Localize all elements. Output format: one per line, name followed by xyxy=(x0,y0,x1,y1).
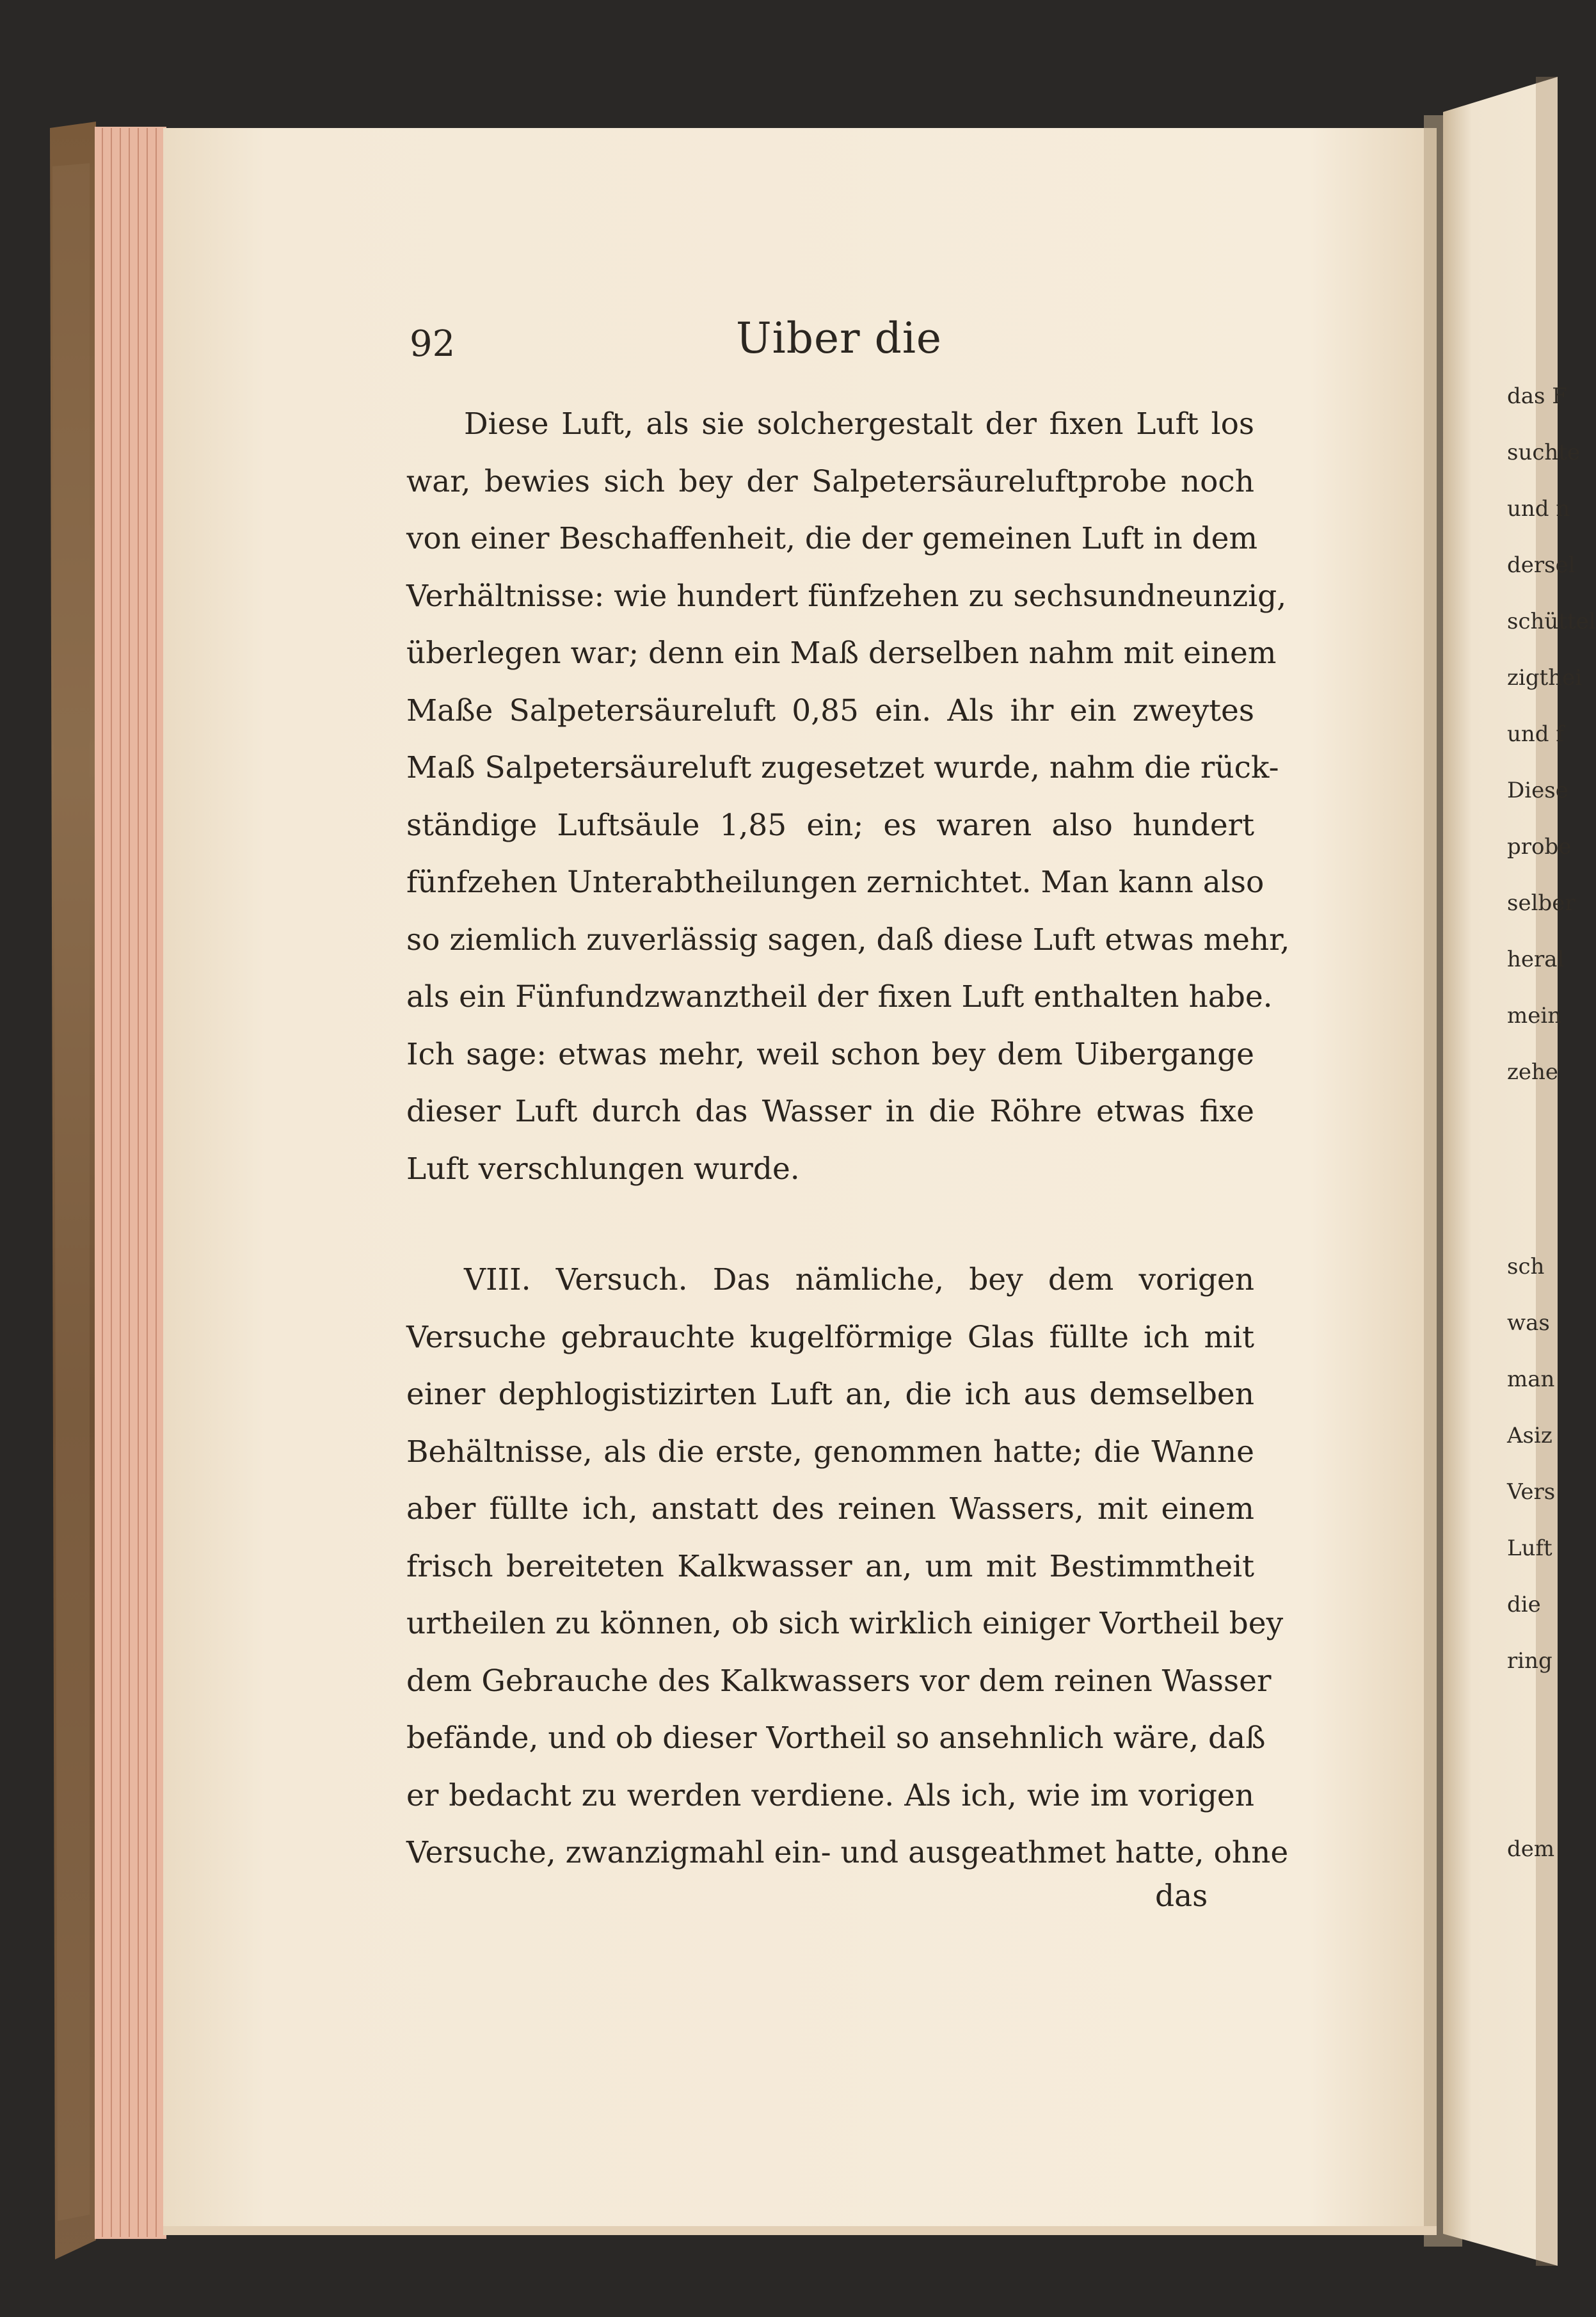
text-line: Ich sage: etwas mehr, weil schon bey dem Uibergange xyxy=(406,1036,1254,1072)
paragraph-1 xyxy=(406,396,1290,1198)
text-line: Versuche, zwanzigmahl ein- und ausgeathmet hatte, ohne xyxy=(406,1835,1289,1870)
page-number: 92 xyxy=(410,323,456,365)
text-line: frisch bereiteten Kalkwasser an, um mit Bestimmtheit xyxy=(406,1548,1254,1584)
facing-fragment: die xyxy=(1507,1592,1541,1617)
facing-fragment: Luft xyxy=(1507,1535,1552,1561)
facing-fragment: sch xyxy=(1507,1254,1545,1279)
text-line: befände, und ob dieser Vortheil so ansehnlich wäre, daß xyxy=(406,1720,1266,1756)
text-line: dem Gebrauche des Kalkwassers vor dem reinen Wasser xyxy=(406,1663,1272,1699)
facing-fragment: heral xyxy=(1507,947,1565,972)
facing-fragment: man xyxy=(1507,1367,1555,1392)
facing-fragment: zigthei xyxy=(1507,665,1583,691)
facing-page-bottom-fragment xyxy=(1507,1821,1558,1877)
facing-fragment: dersel xyxy=(1507,552,1576,578)
catchword: das xyxy=(1155,1879,1208,1914)
text-line: Behältnisse, als die erste, genommen hatte; die Wanne xyxy=(406,1434,1254,1470)
text-line: Maß Salpetersäureluft zugesetzet wurde, nahm die rück- xyxy=(406,750,1279,785)
text-line: als ein Fünfundzwanztheil der fixen Luft enthalten habe. xyxy=(406,979,1273,1014)
facing-fragment: Diese xyxy=(1507,778,1568,803)
facing-page-upper-fragments xyxy=(1507,368,1596,1100)
facing-fragment: zehe xyxy=(1507,1059,1559,1085)
text-line: Verhältnisse: wie hundert fünfzehen zu sechsundneunzig, xyxy=(406,578,1287,614)
facing-fragment: und f xyxy=(1507,721,1564,747)
facing-fragment: mein xyxy=(1507,1003,1562,1029)
running-head: Uiber die xyxy=(736,314,942,363)
facing-fragment: das F xyxy=(1507,383,1567,409)
facing-page-lower-fragments xyxy=(1507,1239,1558,1689)
facing-fragment: ring xyxy=(1507,1648,1552,1674)
text-line: überlegen war; denn ein Maß derselben nahm mit einem xyxy=(406,636,1277,671)
facing-fragment: und n xyxy=(1507,496,1570,522)
text-line: Versuche gebrauchte kugelförmige Glas füllte ich mit xyxy=(406,1319,1254,1355)
facing-fragment: selber xyxy=(1507,890,1576,916)
text-line: aber füllte ich, anstatt des reinen Wassers, mit einem xyxy=(406,1491,1254,1527)
facing-fragment: was xyxy=(1507,1310,1550,1336)
text-line: VIII. Versuch. Das nämliche, bey dem vorigen xyxy=(464,1262,1254,1297)
facing-fragment: schüttel xyxy=(1507,609,1596,634)
text-line: fünfzehen Unterabtheilungen zernichtet. Man kann also xyxy=(406,865,1265,900)
text-line: ständige Luftsäule 1,85 ein; es waren also hundert xyxy=(406,807,1254,843)
text-line: Maße Salpetersäureluft 0,85 ein. Als ihr ein zweytes xyxy=(406,693,1254,728)
text-line: dieser Luft durch das Wasser in die Röhre etwas fixe xyxy=(406,1094,1254,1129)
text-line: war, bewies sich bey der Salpetersäureluftprobe noch xyxy=(406,463,1254,499)
facing-fragment: Asiz xyxy=(1507,1423,1552,1448)
facing-fragment: suchte xyxy=(1507,440,1581,465)
text-line: er bedacht zu werden verdiene. Als ich, wie im vorigen xyxy=(406,1777,1254,1813)
text-line: Diese Luft, als sie solchergestalt der fixen Luft los xyxy=(464,406,1254,442)
paragraph-2 xyxy=(406,1251,1289,1882)
facing-fragment: probe xyxy=(1507,834,1572,860)
facing-fragment: dem xyxy=(1507,1836,1555,1862)
text-line: urtheilen zu können, ob sich wirklich einiger Vortheil bey xyxy=(406,1606,1284,1641)
text-line: von einer Beschaffenheit, die der gemeinen Luft in dem xyxy=(406,521,1258,556)
facing-fragment: Vers xyxy=(1507,1479,1556,1505)
text-line: so ziemlich zuverlässig sagen, daß diese Luft etwas mehr, xyxy=(406,922,1290,958)
text-line: einer dephlogistizirten Luft an, die ich aus demselben xyxy=(406,1377,1254,1412)
text-line: Luft verschlungen wurde. xyxy=(406,1151,800,1187)
